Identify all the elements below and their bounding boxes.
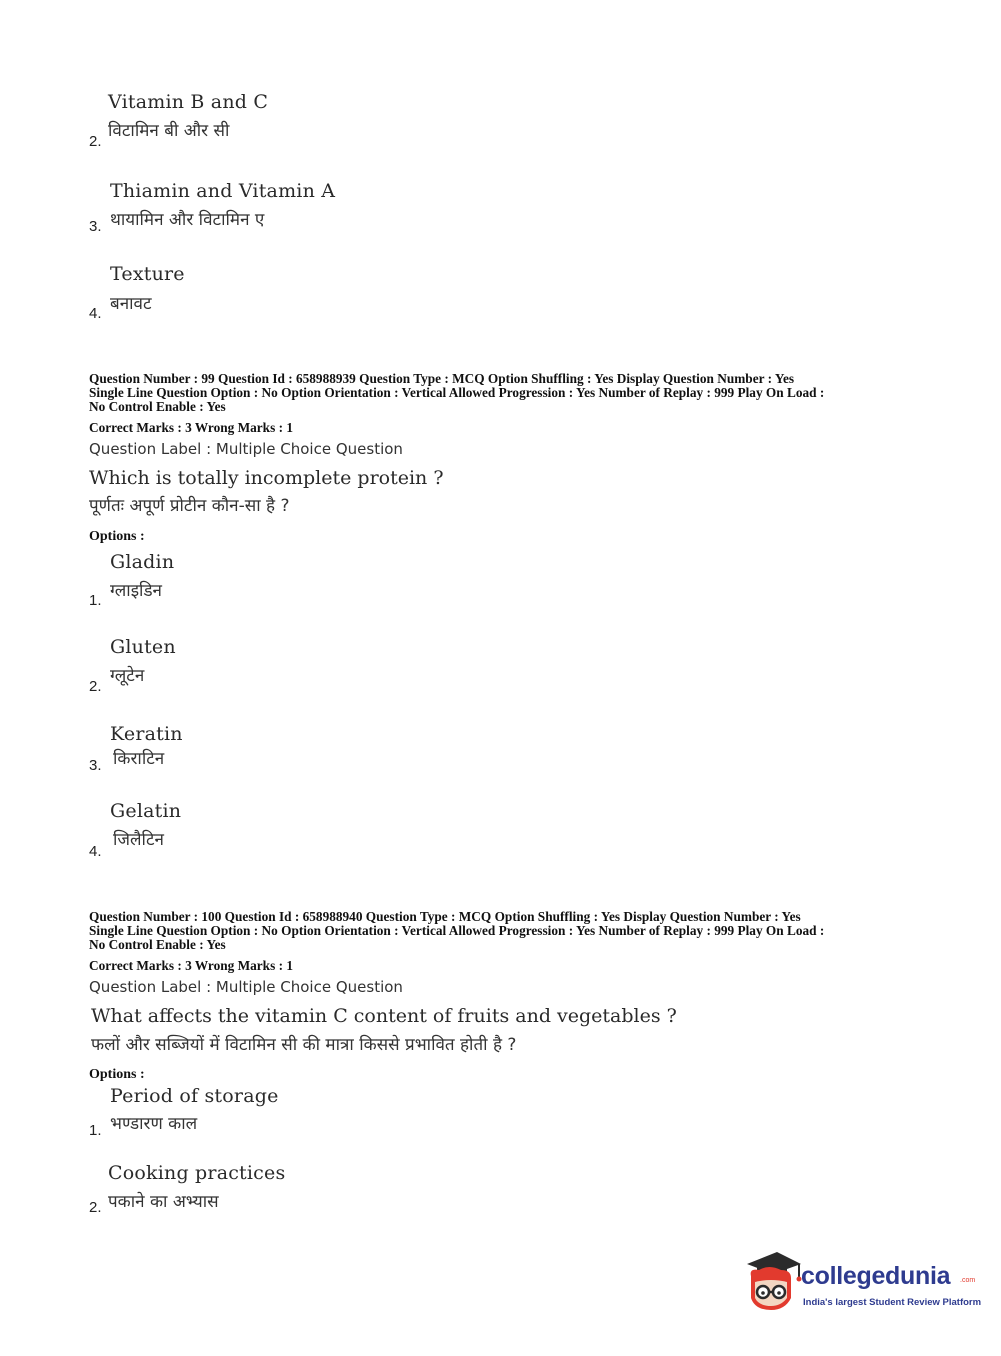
option-number: 2. (89, 133, 102, 150)
option-text-hi: भण्डारण काल (110, 1114, 198, 1134)
option-text-hi: थायामिन और विटामिन ए (110, 210, 265, 230)
option-text-en: Gelatin (110, 800, 182, 822)
question-text-hi: फलों और सब्जियों में विटामिन सी की मात्रा किससे प्रभावित होती है ? (91, 1035, 517, 1055)
question-meta-line: Single Line Question Option : No Option Orientation : Vertical Allowed Progression : Yes Number of Replay : 999 Play On Load : (89, 385, 825, 400)
option-text-hi: विटामिन बी और सी (108, 121, 230, 141)
option-text-en: Cooking practices (108, 1162, 286, 1184)
question-label: Question Label : Multiple Choice Question (89, 440, 403, 458)
option-text-hi: बनावट (110, 294, 152, 314)
question-meta-line: No Control Enable : Yes (89, 399, 226, 414)
option-text-en: Period of storage (110, 1085, 279, 1107)
options-heading: Options : (89, 1067, 145, 1082)
option-number: 1. (89, 592, 102, 609)
question-text-en: Which is totally incomplete protein ? (89, 467, 444, 489)
option-text-hi: किराटिन (113, 749, 165, 769)
option-text-hi: जिलैटिन (113, 830, 164, 850)
option-text-en: Thiamin and Vitamin A (110, 180, 336, 202)
option-number: 1. (89, 1122, 102, 1139)
option-text-en: Gladin (110, 551, 175, 573)
option-text-hi: ग्लाइडिन (110, 581, 162, 601)
question-marks: Correct Marks : 3 Wrong Marks : 1 (89, 420, 293, 435)
option-text-en: Gluten (110, 636, 176, 658)
option-text-en: Texture (110, 263, 185, 285)
option-number: 3. (89, 218, 102, 235)
mascot-icon (741, 1248, 803, 1314)
collegedunia-logo (741, 1248, 982, 1318)
question-meta-line: Single Line Question Option : No Option Orientation : Vertical Allowed Progression : Yes Number of Replay : 999 Play On Load : (89, 923, 825, 938)
option-number: 4. (89, 843, 102, 860)
option-number: 2. (89, 678, 102, 695)
question-meta-line: No Control Enable : Yes (89, 937, 226, 952)
option-number: 2. (89, 1199, 102, 1216)
options-heading: Options : (89, 529, 145, 544)
question-text-en: What affects the vitamin C content of fruits and vegetables ? (91, 1005, 677, 1027)
question-meta-line: Question Number : 100 Question Id : 658988940 Question Type : MCQ Option Shuffling : Yes Display Question Number : Yes (89, 909, 801, 924)
option-text-hi: पकाने का अभ्यास (108, 1192, 219, 1212)
question-meta-line: Question Number : 99 Question Id : 658988939 Question Type : MCQ Option Shuffling : Yes Display Question Number : Yes (89, 371, 795, 386)
option-number: 3. (89, 757, 102, 774)
question-label: Question Label : Multiple Choice Question (89, 978, 403, 996)
logo-domain-suffix: .com (960, 1277, 976, 1284)
question-marks: Correct Marks : 3 Wrong Marks : 1 (89, 958, 293, 973)
option-text-en: Vitamin B and C (108, 91, 269, 113)
logo-tagline: India's largest Student Review Platform (803, 1297, 982, 1308)
logo-wordmark: collegedunia (801, 1262, 951, 1290)
option-text-hi: ग्लूटेन (110, 666, 145, 686)
option-text-en: Keratin (110, 723, 183, 745)
option-number: 4. (89, 305, 102, 322)
question-text-hi: पूर्णतः अपूर्ण प्रोटीन कौन-सा है ? (89, 496, 290, 516)
